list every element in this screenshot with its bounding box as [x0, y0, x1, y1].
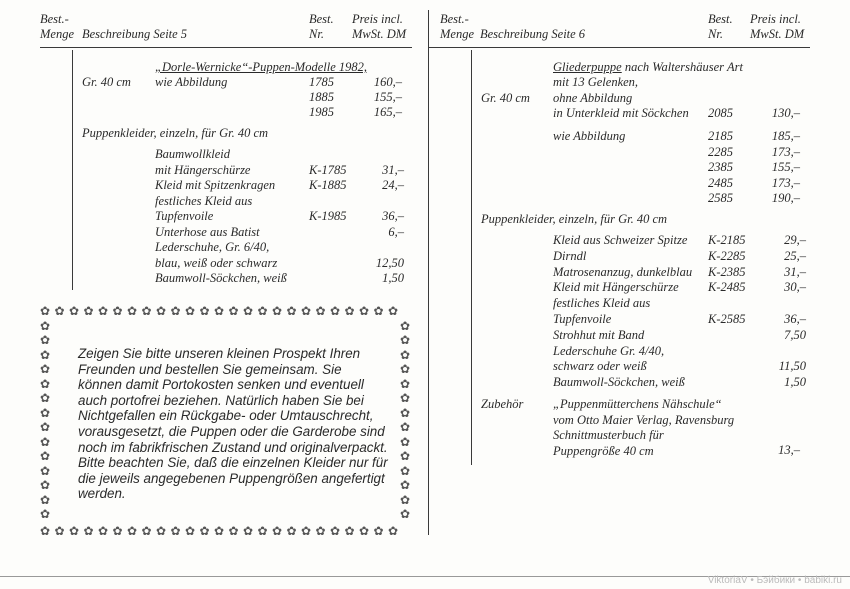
flower-icon: ✿: [141, 304, 152, 318]
flower-icon: ✿: [359, 304, 370, 318]
flower-icon: ✿: [83, 304, 94, 318]
flower-icon: ✿: [388, 304, 399, 318]
right-kleider-desc: Matrosenanzug, dunkelblau: [553, 264, 693, 279]
glieder-row-nr: 2285: [708, 144, 733, 159]
flower-icon: ✿: [400, 507, 411, 521]
glieder-line4: in Unterkleid mit Söckchen: [553, 106, 689, 120]
flower-icon: ✿: [40, 463, 51, 478]
flower-icon: ✿: [228, 304, 239, 318]
glieder-row-nr: 2185: [708, 129, 733, 143]
dorle-size: Gr. 40 cm: [82, 75, 131, 89]
left-header-rule: [40, 47, 412, 48]
right-kleider-nr: K-2285: [708, 248, 746, 263]
left-kleider-price: 31,–: [382, 162, 404, 177]
flower-icon: ✿: [257, 524, 268, 538]
flower-icon: ✿: [400, 492, 411, 507]
flower-icon: ✿: [400, 347, 411, 362]
left-column-rule: [72, 50, 73, 290]
left-header-preis: Preis incl. MwSt. DM: [352, 12, 407, 41]
dorle-title: „Dorle-Wernicke“-Puppen-Modelle 1982,: [155, 60, 367, 74]
zubehoer-line: Schnittmusterbuch für: [553, 428, 664, 442]
left-kleider-desc: blau, weiß oder schwarz: [155, 255, 278, 270]
glieder-title-rest: nach Waltershäuser Art: [621, 60, 743, 74]
right-column-rule: [471, 50, 472, 465]
dorle-row-price: 165,–: [373, 105, 402, 119]
flower-icon: ✿: [400, 405, 411, 420]
zubehoer-line: vom Otto Maier Verlag, Ravensburg: [553, 412, 735, 427]
flower-icon: ✿: [40, 318, 51, 333]
flower-icon: ✿: [156, 524, 167, 538]
flower-icon: ✿: [40, 478, 51, 492]
flower-icon: ✿: [185, 524, 196, 538]
flower-icon: ✿: [400, 318, 411, 333]
flower-icon: ✿: [40, 333, 51, 347]
glieder-line4-price: 130,–: [771, 106, 800, 120]
flower-icon: ✿: [400, 449, 411, 463]
flower-icon: ✿: [185, 304, 196, 318]
left-kleider-nr: K-1985: [309, 209, 347, 223]
right-kleider-price: 11,50: [778, 359, 806, 374]
right-kleider-desc: Baumwoll-Söckchen, weiß: [553, 375, 685, 390]
flower-icon: ✿: [388, 524, 399, 538]
flower-icon: ✿: [127, 524, 138, 538]
flower-icon: ✿: [83, 524, 94, 538]
flower-icon: ✿: [40, 420, 51, 434]
flower-icon: ✿: [243, 304, 254, 318]
flower-icon: ✿: [112, 524, 123, 538]
flower-icon: ✿: [40, 347, 51, 362]
flower-icon: ✿: [40, 405, 51, 420]
right-kleider-nr: K-2485: [708, 280, 746, 295]
flower-icon: ✿: [286, 524, 297, 538]
flower-icon: ✿: [243, 524, 254, 538]
dorle-row-nr: 1885: [309, 90, 334, 104]
right-kleider-desc: schwarz oder weiß: [553, 359, 647, 374]
flower-icon: ✿: [214, 304, 225, 318]
right-kleider-desc: Tupfenvoile: [553, 312, 612, 326]
glieder-line4-nr: 2085: [708, 106, 733, 120]
flower-icon: ✿: [373, 304, 384, 318]
flower-icon: ✿: [40, 391, 51, 405]
right-kleider-nr: K-2385: [708, 264, 746, 279]
left-kleider-desc: Kleid mit Spitzenkragen: [155, 178, 276, 192]
glieder-size: Gr. 40 cm: [481, 91, 530, 105]
flower-icon: ✿: [400, 362, 411, 376]
zubehoer-label: Zubehör: [481, 397, 524, 411]
flower-icon: ✿: [40, 492, 51, 507]
flower-icon: ✿: [69, 524, 80, 538]
left-kleider-desc: Lederschuhe, Gr. 6/40,: [155, 240, 270, 254]
flower-icon: ✿: [54, 304, 65, 318]
right-header-beschreibung: Beschreibung Seite 6: [480, 27, 586, 41]
right-header-menge: Best.- Menge: [440, 12, 475, 41]
glieder-row-nr: 2485: [708, 175, 733, 190]
flower-icon: ✿: [199, 304, 210, 318]
flower-icon: ✿: [272, 524, 283, 538]
flower-icon: ✿: [40, 304, 51, 318]
dorle-row-nr: 1985: [309, 105, 334, 119]
left-header-menge: Best.- Menge: [40, 12, 75, 41]
flower-icon: ✿: [359, 524, 370, 538]
flower-icon: ✿: [112, 304, 123, 318]
flower-icon: ✿: [228, 524, 239, 538]
left-kleider-desc: Baumwollkleid: [155, 147, 230, 161]
left-kleider-heading: Puppenkleider, einzeln, für Gr. 40 cm: [82, 126, 269, 140]
glieder-row-nr: 2585: [708, 191, 733, 205]
flower-icon: ✿: [214, 524, 225, 538]
right-kleider-desc: Dirndl: [553, 248, 587, 263]
zubehoer-price: 13,–: [778, 443, 800, 457]
flower-icon: ✿: [301, 524, 312, 538]
flower-icon: ✿: [315, 304, 326, 318]
notice-text: Zeigen Sie bitte unseren kleinen Prospekt Ihren Freunden und bestellen Sie gemeinsam. Sie können damit Portokosten senken und eventuell auch portofrei beziehen. Natürlich haben Sie bei Nichtgefallen ein Rückgabe- oder Umtauschrecht, vorausgesetzt, die Puppen oder die Garderobe sind noch im fabrikfrischen Zustand und originalverpackt. Bitte beachten Sie, daß die einzelnen Kleider nur für die jeweils angegebenen Puppengrößen angefertigt werden.: [78, 346, 388, 502]
flower-icon: ✿: [286, 304, 297, 318]
glieder-row-price: 185,–: [771, 129, 800, 143]
dorle-desc: wie Abbildung: [155, 75, 228, 89]
flower-icon: ✿: [344, 524, 355, 538]
left-kleider-price: 12,50: [375, 255, 404, 270]
right-kleider-price: 7,50: [784, 327, 806, 342]
flower-icon: ✿: [344, 304, 355, 318]
flower-icon: ✿: [400, 333, 411, 347]
zubehoer-line: „Puppenmütterchens Nähschule“: [553, 397, 722, 411]
right-kleider-price: 36,–: [784, 312, 806, 326]
flower-icon: ✿: [40, 362, 51, 376]
page-divider: [428, 10, 429, 535]
watermark: ViktoriaV • Бэйбики • babiki.ru: [707, 575, 842, 586]
flower-icon: ✿: [330, 304, 341, 318]
flower-icon: ✿: [301, 304, 312, 318]
right-kleider-nr: K-2185: [708, 233, 746, 247]
flower-icon: ✿: [170, 304, 181, 318]
right-kleider-price: 25,–: [784, 248, 806, 263]
glieder-title-line: [553, 60, 743, 75]
flower-icon: ✿: [54, 524, 65, 538]
glieder-row-price: 190,–: [771, 191, 800, 205]
flower-icon: ✿: [98, 524, 109, 538]
left-kleider-desc: Baumwoll-Söckchen, weiß: [155, 271, 287, 285]
flower-icon: ✿: [400, 376, 411, 391]
left-header-nr: Best. Nr.: [309, 12, 334, 41]
flower-icon: ✿: [400, 391, 411, 405]
flower-icon: ✿: [40, 507, 51, 521]
left-kleider-price: 1,50: [382, 271, 404, 285]
flower-icon: ✿: [40, 524, 51, 538]
right-header-preis: Preis incl. MwSt. DM: [750, 12, 805, 41]
dorle-row-price: 160,–: [373, 75, 402, 89]
glieder-title: Gliederpuppe: [553, 60, 622, 74]
left-kleider-price: 36,–: [382, 209, 404, 223]
left-kleider-price: 6,–: [388, 224, 404, 239]
flower-icon: ✿: [156, 304, 167, 318]
flower-icon: ✿: [40, 376, 51, 391]
left-kleider-price: 24,–: [382, 178, 404, 192]
flower-icon: ✿: [69, 304, 80, 318]
right-kleider-desc: Strohhut mit Band: [553, 327, 645, 342]
right-kleider-nr: K-2585: [708, 312, 746, 326]
dorle-row-price: 155,–: [373, 90, 402, 104]
glieder-row-price: 155,–: [771, 160, 800, 174]
right-kleider-price: 1,50: [784, 375, 806, 390]
right-kleider-heading: Puppenkleider, einzeln, für Gr. 40 cm: [481, 212, 668, 226]
glieder-row-nr: 2385: [708, 160, 733, 174]
flower-icon: ✿: [199, 524, 210, 538]
glieder-line3: ohne Abbildung: [553, 91, 633, 105]
left-kleider-desc: Unterhose aus Batist: [155, 224, 260, 239]
left-header-beschreibung: Beschreibung Seite 5: [82, 27, 188, 41]
flower-icon: ✿: [257, 304, 268, 318]
flower-icon: ✿: [373, 524, 384, 538]
left-kleider-nr: K-1885: [309, 178, 347, 192]
left-kleider-nr: K-1785: [309, 162, 347, 177]
right-header-nr: Best. Nr.: [708, 12, 733, 41]
flower-icon: ✿: [40, 434, 51, 449]
glieder-row-price: 173,–: [771, 144, 800, 159]
left-kleider-desc: festliches Kleid aus: [155, 193, 253, 208]
flower-icon: ✿: [400, 420, 411, 434]
left-kleider-desc: mit Hängerschürze: [155, 162, 251, 177]
dorle-row-nr: 1785: [309, 75, 334, 89]
flower-icon: ✿: [330, 524, 341, 538]
zubehoer-line: Puppengröße 40 cm: [553, 443, 654, 458]
flower-icon: ✿: [400, 434, 411, 449]
flower-icon: ✿: [40, 449, 51, 463]
flower-icon: ✿: [315, 524, 326, 538]
right-header-rule: [428, 47, 810, 48]
right-kleider-desc: Kleid aus Schweizer Spitze: [553, 233, 688, 247]
flower-icon: ✿: [141, 524, 152, 538]
glieder-line2: mit 13 Gelenken,: [553, 75, 639, 89]
flower-icon: ✿: [170, 524, 181, 538]
right-kleider-desc: festliches Kleid aus: [553, 296, 651, 311]
right-kleider-price: 30,–: [784, 280, 806, 295]
flower-icon: ✿: [272, 304, 283, 318]
right-kleider-price: 29,–: [784, 233, 806, 247]
glieder-row-price: 173,–: [771, 175, 800, 190]
flower-icon: ✿: [400, 478, 411, 492]
flower-icon: ✿: [98, 304, 109, 318]
glieder-line5: wie Abbildung: [553, 129, 626, 143]
flower-icon: ✿: [400, 463, 411, 478]
right-kleider-price: 31,–: [784, 264, 806, 279]
right-kleider-desc: Kleid mit Hängerschürze: [553, 280, 679, 295]
flower-icon: ✿: [127, 304, 138, 318]
right-kleider-desc: Lederschuhe Gr. 4/40,: [553, 343, 665, 358]
left-kleider-desc: Tupfenvoile: [155, 209, 214, 223]
